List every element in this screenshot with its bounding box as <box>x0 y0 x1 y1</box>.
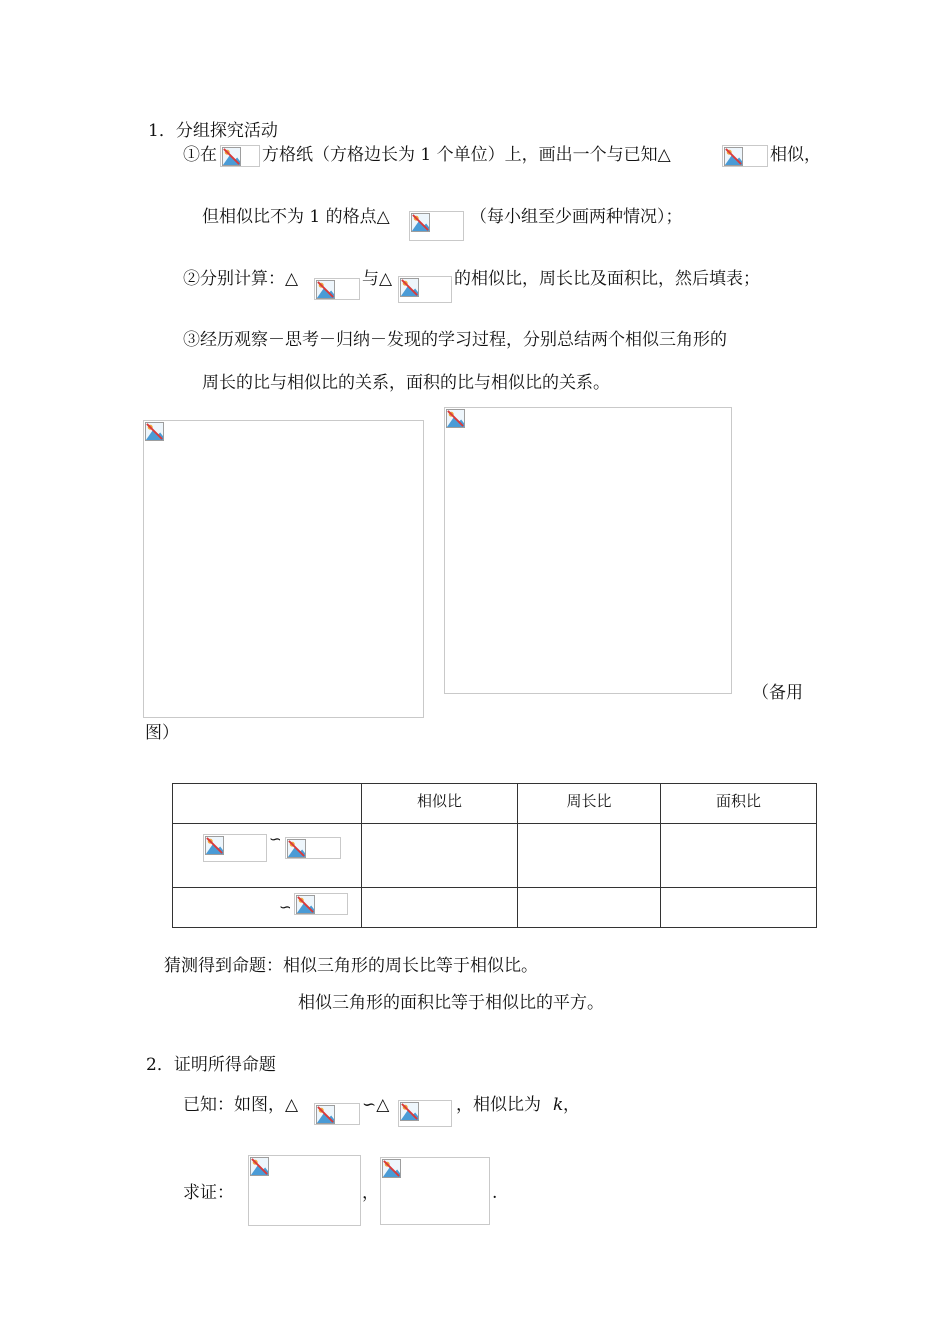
grid-figure-1 <box>143 420 424 718</box>
table-cell[interactable] <box>518 888 661 928</box>
similar-symbol: ∽ <box>279 898 292 916</box>
given-text-2: ∽△ <box>362 1095 390 1115</box>
broken-image-icon <box>724 147 743 166</box>
prove-period: . <box>492 1183 498 1203</box>
step2-text-3: 的相似比，周长比及面积比，然后填表； <box>454 269 760 289</box>
inline-image <box>220 145 260 167</box>
broken-image-icon <box>250 1157 269 1176</box>
table-header-similarity-ratio: 相似比 <box>362 784 518 824</box>
prove-formula-2 <box>380 1157 490 1225</box>
step3-text-b: 周长的比与相似比的关系，面积的比与相似比的关系。 <box>202 373 610 393</box>
grid-figure-2 <box>444 407 732 694</box>
similar-symbol: ∽ <box>269 830 282 848</box>
broken-image-icon <box>205 836 224 855</box>
inline-image <box>285 837 341 859</box>
prove-label: 求证： <box>183 1183 234 1203</box>
table-cell[interactable] <box>518 824 661 888</box>
section1-title: 1．分组探究活动 <box>148 121 278 141</box>
broken-image-icon <box>400 278 419 297</box>
broken-image-icon <box>316 1105 335 1124</box>
table-row2-triangles <box>173 888 362 928</box>
step1-text-a3: 相似， <box>770 145 821 165</box>
given-k: k <box>553 1095 564 1115</box>
table-header-perimeter-ratio: 周长比 <box>518 784 661 824</box>
table-header-cell <box>173 784 362 824</box>
ratio-table <box>172 783 817 928</box>
step1-text-b1: 但相似比不为 1 的格点△ <box>202 207 390 227</box>
prove-comma: ， <box>362 1183 379 1203</box>
spare-figure-label-b: 图） <box>145 723 179 743</box>
table-cell[interactable] <box>362 888 518 928</box>
spare-figure-label-a: （备用 <box>752 683 803 703</box>
table-cell[interactable] <box>362 824 518 888</box>
given-text-3: ，相似比为 <box>456 1095 541 1115</box>
guess-line-2: 相似三角形的面积比等于相似比的平方。 <box>298 993 604 1013</box>
step2-text-2: 与△ <box>362 269 393 289</box>
broken-image-icon <box>222 147 241 166</box>
table-header-area-ratio: 面积比 <box>661 784 817 824</box>
broken-image-icon <box>316 280 335 299</box>
inline-image <box>314 278 360 300</box>
step2-text-1: ②分别计算：△ <box>183 269 299 289</box>
inline-image <box>314 1103 360 1125</box>
inline-image <box>398 276 452 303</box>
broken-image-icon <box>382 1159 401 1178</box>
inline-image <box>203 834 267 862</box>
given-text-1: 已知：如图，△ <box>183 1095 299 1115</box>
broken-image-icon <box>411 213 430 232</box>
given-text-4: ， <box>563 1095 580 1115</box>
broken-image-icon <box>287 839 306 858</box>
inline-image <box>294 893 348 915</box>
broken-image-icon <box>400 1102 419 1121</box>
prove-formula-1 <box>248 1155 361 1226</box>
table-row1-triangles <box>173 824 362 888</box>
inline-image <box>722 145 768 167</box>
broken-image-icon <box>145 422 164 441</box>
step3-text-a: ③经历观察－思考－归纳－发现的学习过程，分别总结两个相似三角形的 <box>183 330 727 350</box>
guess-line-1: 猜测得到命题：相似三角形的周长比等于相似比。 <box>164 956 538 976</box>
step1-text-b2: （每小组至少画两种情况）； <box>470 207 683 227</box>
step1-text-a2: 方格纸（方格边长为 1 个单位）上，画出一个与已知△ <box>262 145 671 165</box>
table-cell[interactable] <box>661 824 817 888</box>
inline-image <box>409 211 464 241</box>
step1-text-a1: ①在 <box>183 145 217 165</box>
inline-image <box>398 1100 452 1127</box>
broken-image-icon <box>296 895 315 914</box>
table-cell[interactable] <box>661 888 817 928</box>
broken-image-icon <box>446 409 465 428</box>
section2-title: 2．证明所得命题 <box>146 1055 276 1075</box>
